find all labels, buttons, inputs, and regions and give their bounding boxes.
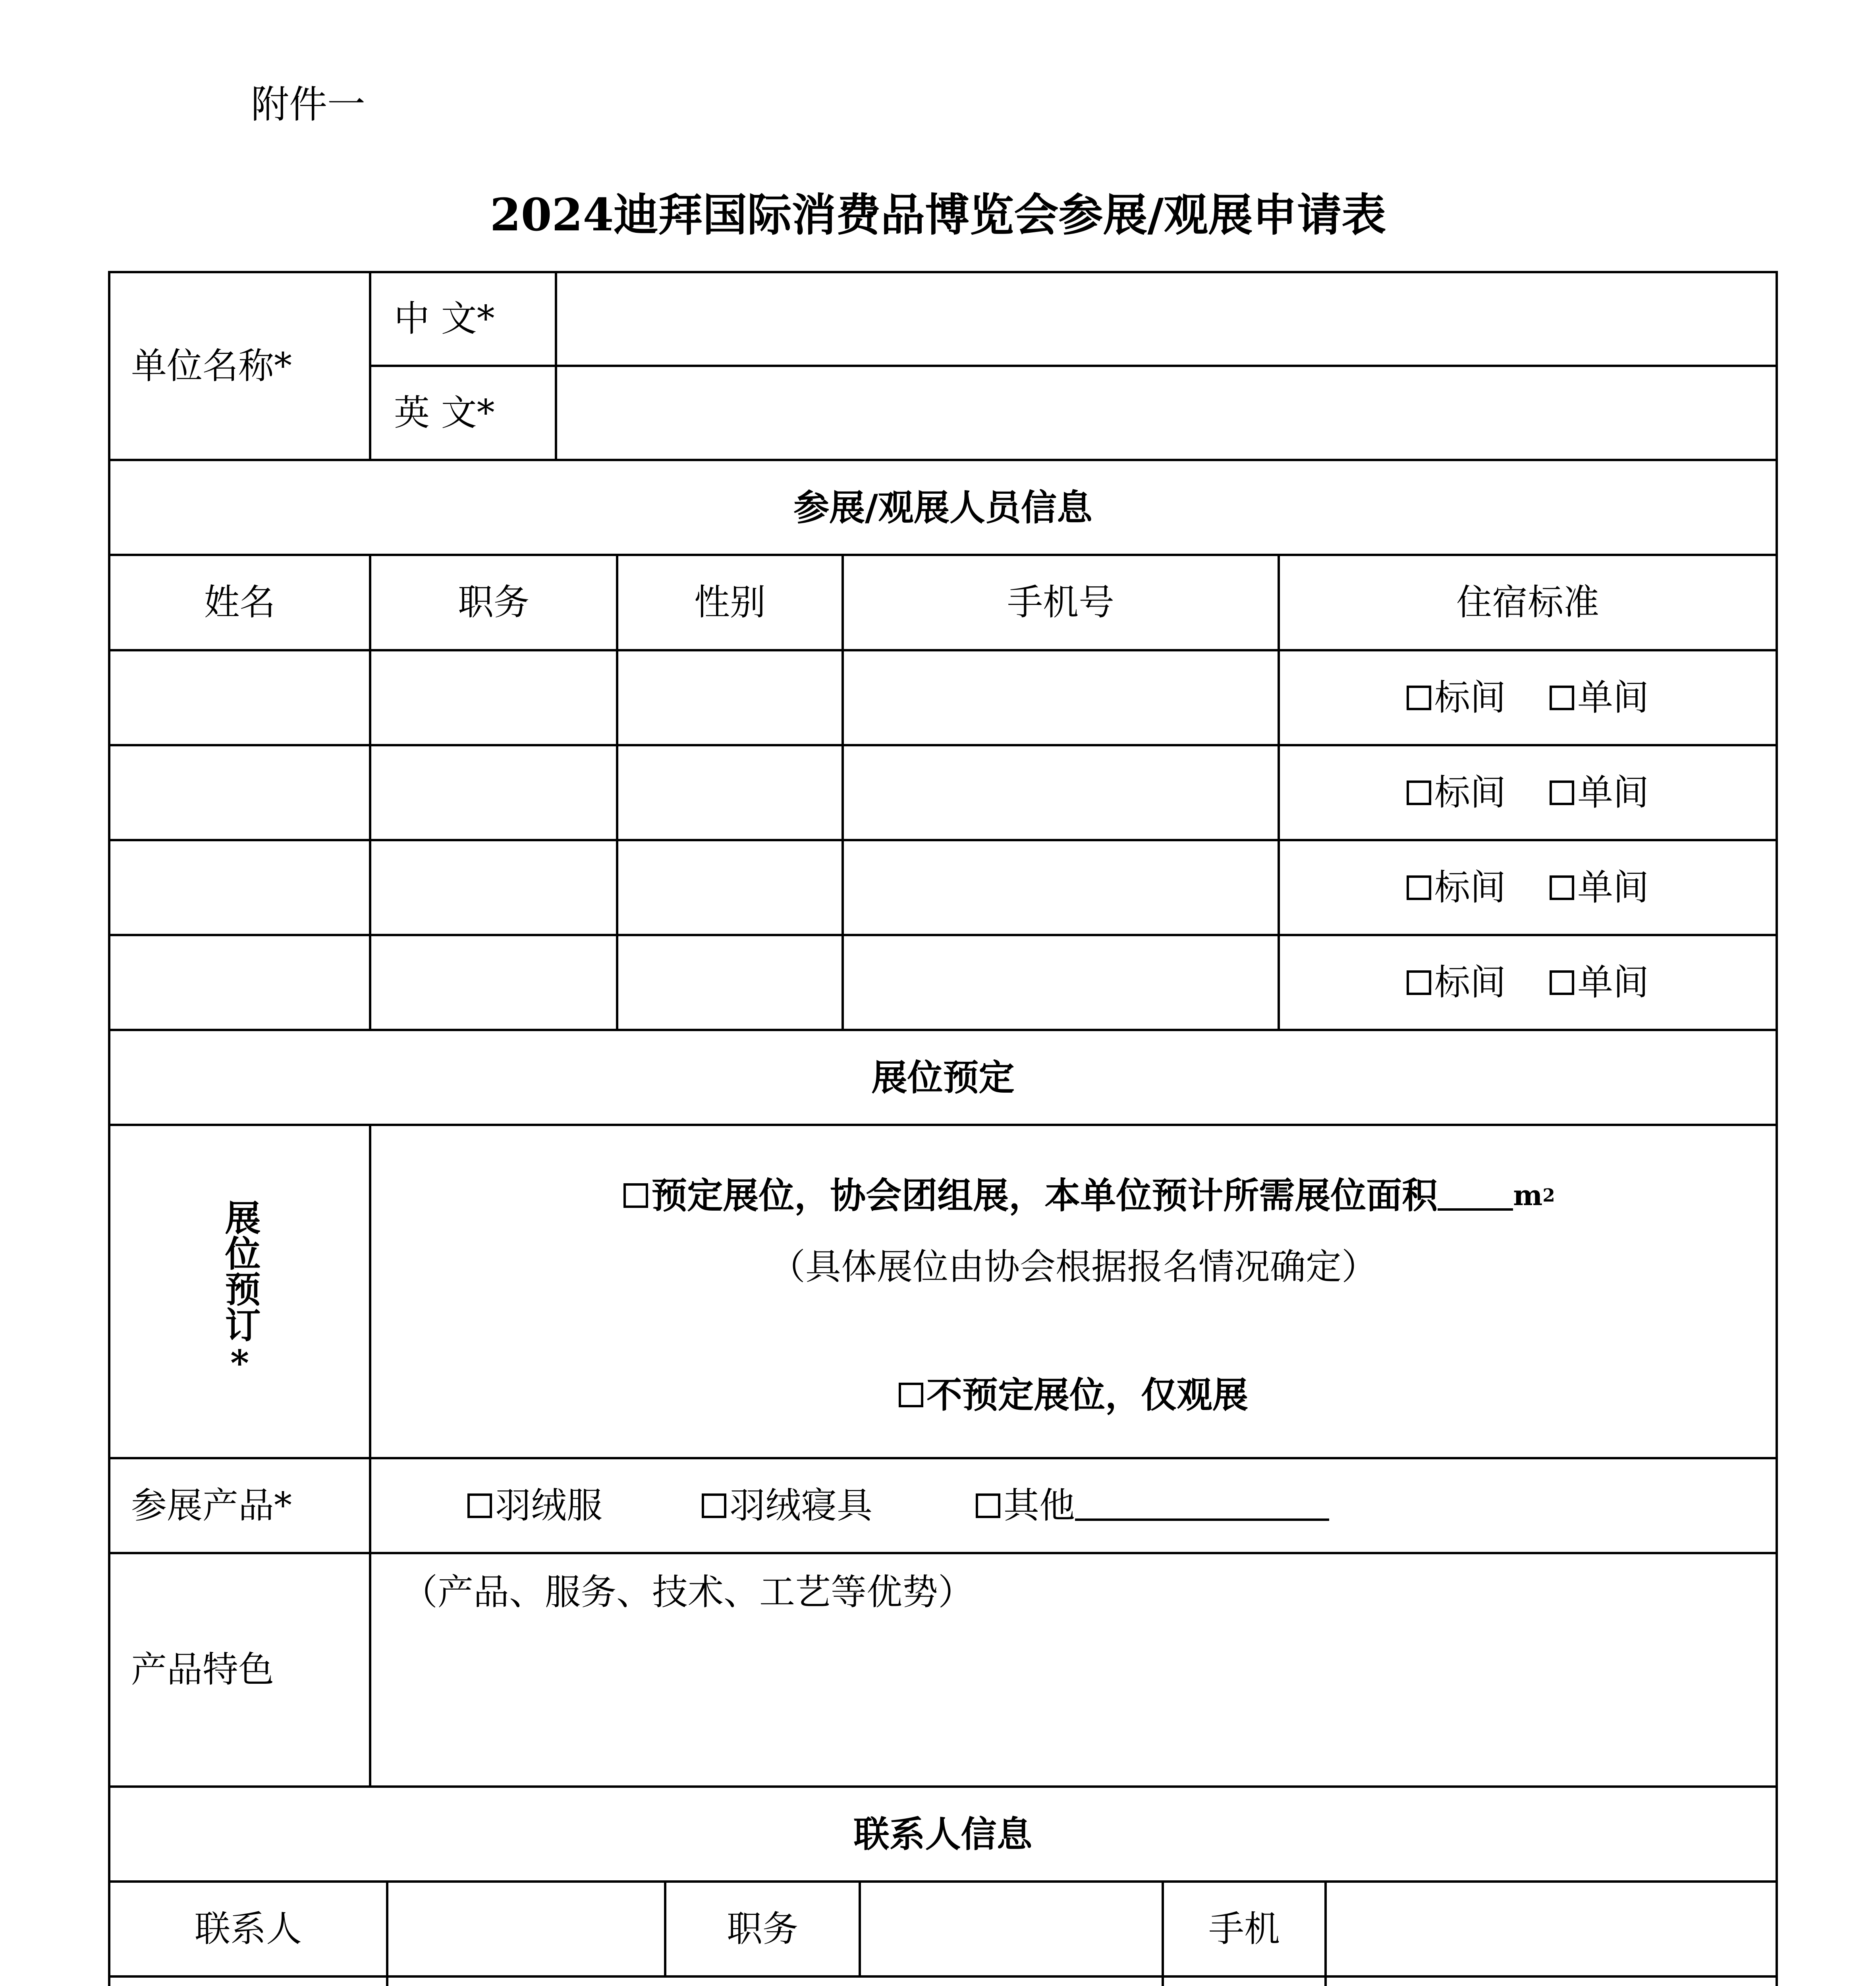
booth-area-field[interactable] bbox=[1438, 1180, 1513, 1211]
contact-section-title: 联系人信息 bbox=[853, 1813, 1033, 1855]
org-name-en-field[interactable] bbox=[556, 366, 1777, 460]
header-gender: 性别 bbox=[694, 582, 766, 623]
checkbox-single-room[interactable] bbox=[1550, 780, 1574, 805]
checkbox-standard-room[interactable] bbox=[1407, 970, 1431, 995]
option-standard-room: 标间 bbox=[1434, 866, 1506, 908]
booth-section-title: 展位预定 bbox=[871, 1056, 1015, 1099]
option-standard-room: 标间 bbox=[1434, 771, 1506, 813]
contact-phone-field[interactable] bbox=[1326, 1882, 1777, 1976]
org-name-cn-label: 中 文* bbox=[394, 298, 495, 340]
room-options bbox=[1279, 840, 1777, 935]
contact-position-field[interactable] bbox=[860, 1882, 1163, 1976]
header-accommodation: 住宿标准 bbox=[1456, 582, 1599, 623]
option-single-room: 单间 bbox=[1577, 866, 1649, 908]
contact-email-field[interactable] bbox=[387, 1976, 1163, 1986]
contact-position-label: 职务 bbox=[727, 1908, 798, 1950]
header-name: 姓名 bbox=[204, 582, 276, 623]
no-booth-text: 不预定展位，仅观展 bbox=[926, 1374, 1248, 1416]
contact-phone-label: 手机 bbox=[1208, 1908, 1280, 1950]
option-down-jacket: 羽绒服 bbox=[495, 1484, 602, 1526]
option-standard-room: 标间 bbox=[1434, 676, 1506, 719]
org-name-cn-field[interactable] bbox=[556, 272, 1777, 366]
checkbox-no-booth[interactable] bbox=[899, 1383, 923, 1407]
option-single-room: 单间 bbox=[1577, 676, 1649, 719]
option-single-room: 单间 bbox=[1577, 961, 1649, 1003]
checkbox-standard-room[interactable] bbox=[1407, 875, 1431, 900]
org-name-label: 单位名称* bbox=[131, 345, 292, 387]
personnel-section-title: 参展/观展人员信息 bbox=[793, 486, 1092, 529]
attachment-label: 附件一 bbox=[251, 82, 365, 127]
option-standard-room: 标间 bbox=[1434, 961, 1506, 1003]
checkbox-reserve-booth[interactable] bbox=[623, 1183, 648, 1208]
products-label: 参展产品* bbox=[131, 1484, 292, 1526]
features-label: 产品特色 bbox=[131, 1649, 274, 1690]
checkbox-standard-room[interactable] bbox=[1407, 686, 1431, 710]
booth-option-note: （具体展位由协会根据报名情况确定） bbox=[770, 1246, 1377, 1288]
checkbox-single-room[interactable] bbox=[1550, 686, 1574, 710]
form-title: 2024迪拜国际消费品博览会参展/观展申请表 bbox=[490, 189, 1386, 241]
reserve-booth-text: 预定展位，协会团组展，本单位预计所需展位面积 bbox=[651, 1175, 1438, 1217]
contact-email-label bbox=[109, 1976, 387, 1986]
room-options bbox=[1279, 650, 1777, 745]
other-product-field[interactable] bbox=[1075, 1491, 1329, 1521]
header-mobile: 手机号 bbox=[1007, 582, 1114, 623]
contact-wechat-field[interactable] bbox=[1326, 1976, 1777, 1986]
area-unit: m bbox=[1513, 1179, 1543, 1212]
org-name-en-label: 英 文* bbox=[394, 392, 495, 434]
checkbox-single-room[interactable] bbox=[1550, 875, 1574, 900]
option-down-bedding: 羽绒寝具 bbox=[730, 1484, 872, 1526]
area-unit-sup: 2 bbox=[1542, 1185, 1555, 1206]
booth-option-no-reserve bbox=[370, 1371, 1777, 1419]
room-options bbox=[1279, 745, 1777, 840]
booth-reservation-label: 展位预订* bbox=[218, 1199, 261, 1384]
contact-person-field[interactable] bbox=[387, 1882, 665, 1976]
checkbox-standard-room[interactable] bbox=[1407, 780, 1431, 805]
option-single-room: 单间 bbox=[1577, 771, 1649, 813]
header-position: 职务 bbox=[458, 582, 529, 623]
room-options bbox=[1279, 935, 1777, 1030]
checkbox-other[interactable] bbox=[976, 1493, 1000, 1518]
checkbox-down-jacket[interactable] bbox=[467, 1493, 492, 1518]
checkbox-single-room[interactable] bbox=[1550, 970, 1574, 995]
product-options bbox=[370, 1458, 1777, 1553]
booth-option-reserve bbox=[370, 1172, 1777, 1219]
checkbox-down-bedding[interactable] bbox=[702, 1493, 726, 1518]
option-other: 其他 bbox=[1004, 1484, 1075, 1526]
contact-person-label: 联系人 bbox=[195, 1908, 302, 1950]
features-hint[interactable]: （产品、服务、技术、工艺等优势） bbox=[402, 1571, 974, 1613]
contact-wechat-label bbox=[1163, 1976, 1326, 1986]
